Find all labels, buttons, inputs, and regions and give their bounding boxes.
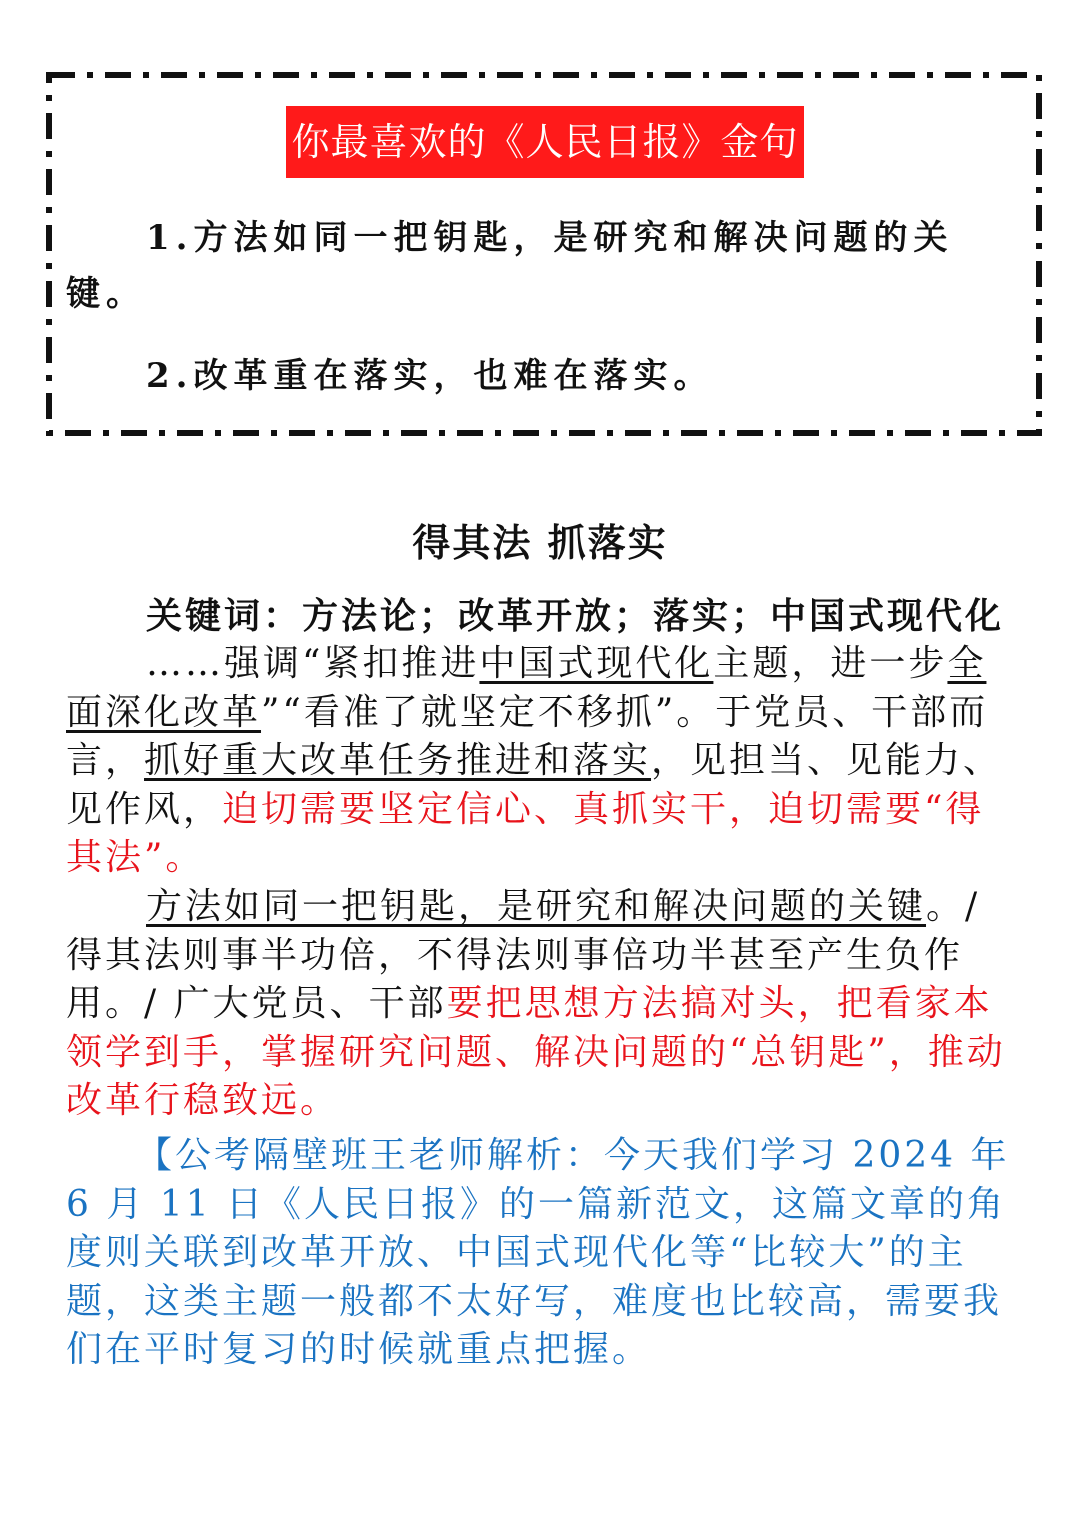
- keywords-line: 关键词：方法论；改革开放；落实；中国式现代化: [146, 595, 1005, 637]
- p1-underline: 中国式现代化: [479, 643, 714, 684]
- analysis-paragraph: 【公考隔壁班王老师解析：今天我们学习 2024 年 6 月 11 日《人民日报》的一篇新范文，这篇文章的角度则关联到改革开放、中国式现代化等“比较大”的主题，这类主题一般都不太好写，难度也比较高，需要我们在平时复习的时候就重点把握。: [66, 1135, 1010, 1370]
- p1-text: 主题，进一步: [713, 643, 948, 684]
- p1-text: ”“看准了就坚定不移抓”。于党员、干部而言，: [66, 691, 989, 781]
- quote-item-2: 2.改革重在落实，也难在落实。: [146, 356, 714, 396]
- p2-underline: 方法如同一把钥匙，是研究和解决问题的关键: [146, 886, 927, 927]
- p1-underline: 全面深化改革: [66, 643, 987, 733]
- p1-underline: 抓好重大改革任务推进和落实: [144, 740, 652, 781]
- paragraph-2: [66, 883, 1016, 1126]
- p1-red-highlight: 迫切需要坚定信心、真抓实干，迫切需要“得其法”。: [66, 788, 985, 878]
- p2-text: 。/ 得其法则事半功倍，不得法则事倍功半甚至产生负作用。/ 广大党员、干部: [66, 886, 981, 1024]
- quote-item-1: 1.方法如同一把钥匙，是研究和解决问题的关键。: [66, 218, 954, 314]
- paragraph-1: [66, 640, 1016, 883]
- p1-text: ……强调“紧扣推进: [146, 643, 480, 684]
- headline-banner: 你最喜欢的《人民日报》金句: [286, 106, 804, 178]
- article-title: 得其法 抓落实: [412, 520, 668, 565]
- p1-text: ，见担当、见能力、见作风，: [66, 740, 1003, 830]
- p2-red-highlight: 要把思想方法搞对头，把看家本领学到手，掌握研究问题、解决问题的“总钥匙”，推动改革行稳致远。: [66, 983, 1006, 1121]
